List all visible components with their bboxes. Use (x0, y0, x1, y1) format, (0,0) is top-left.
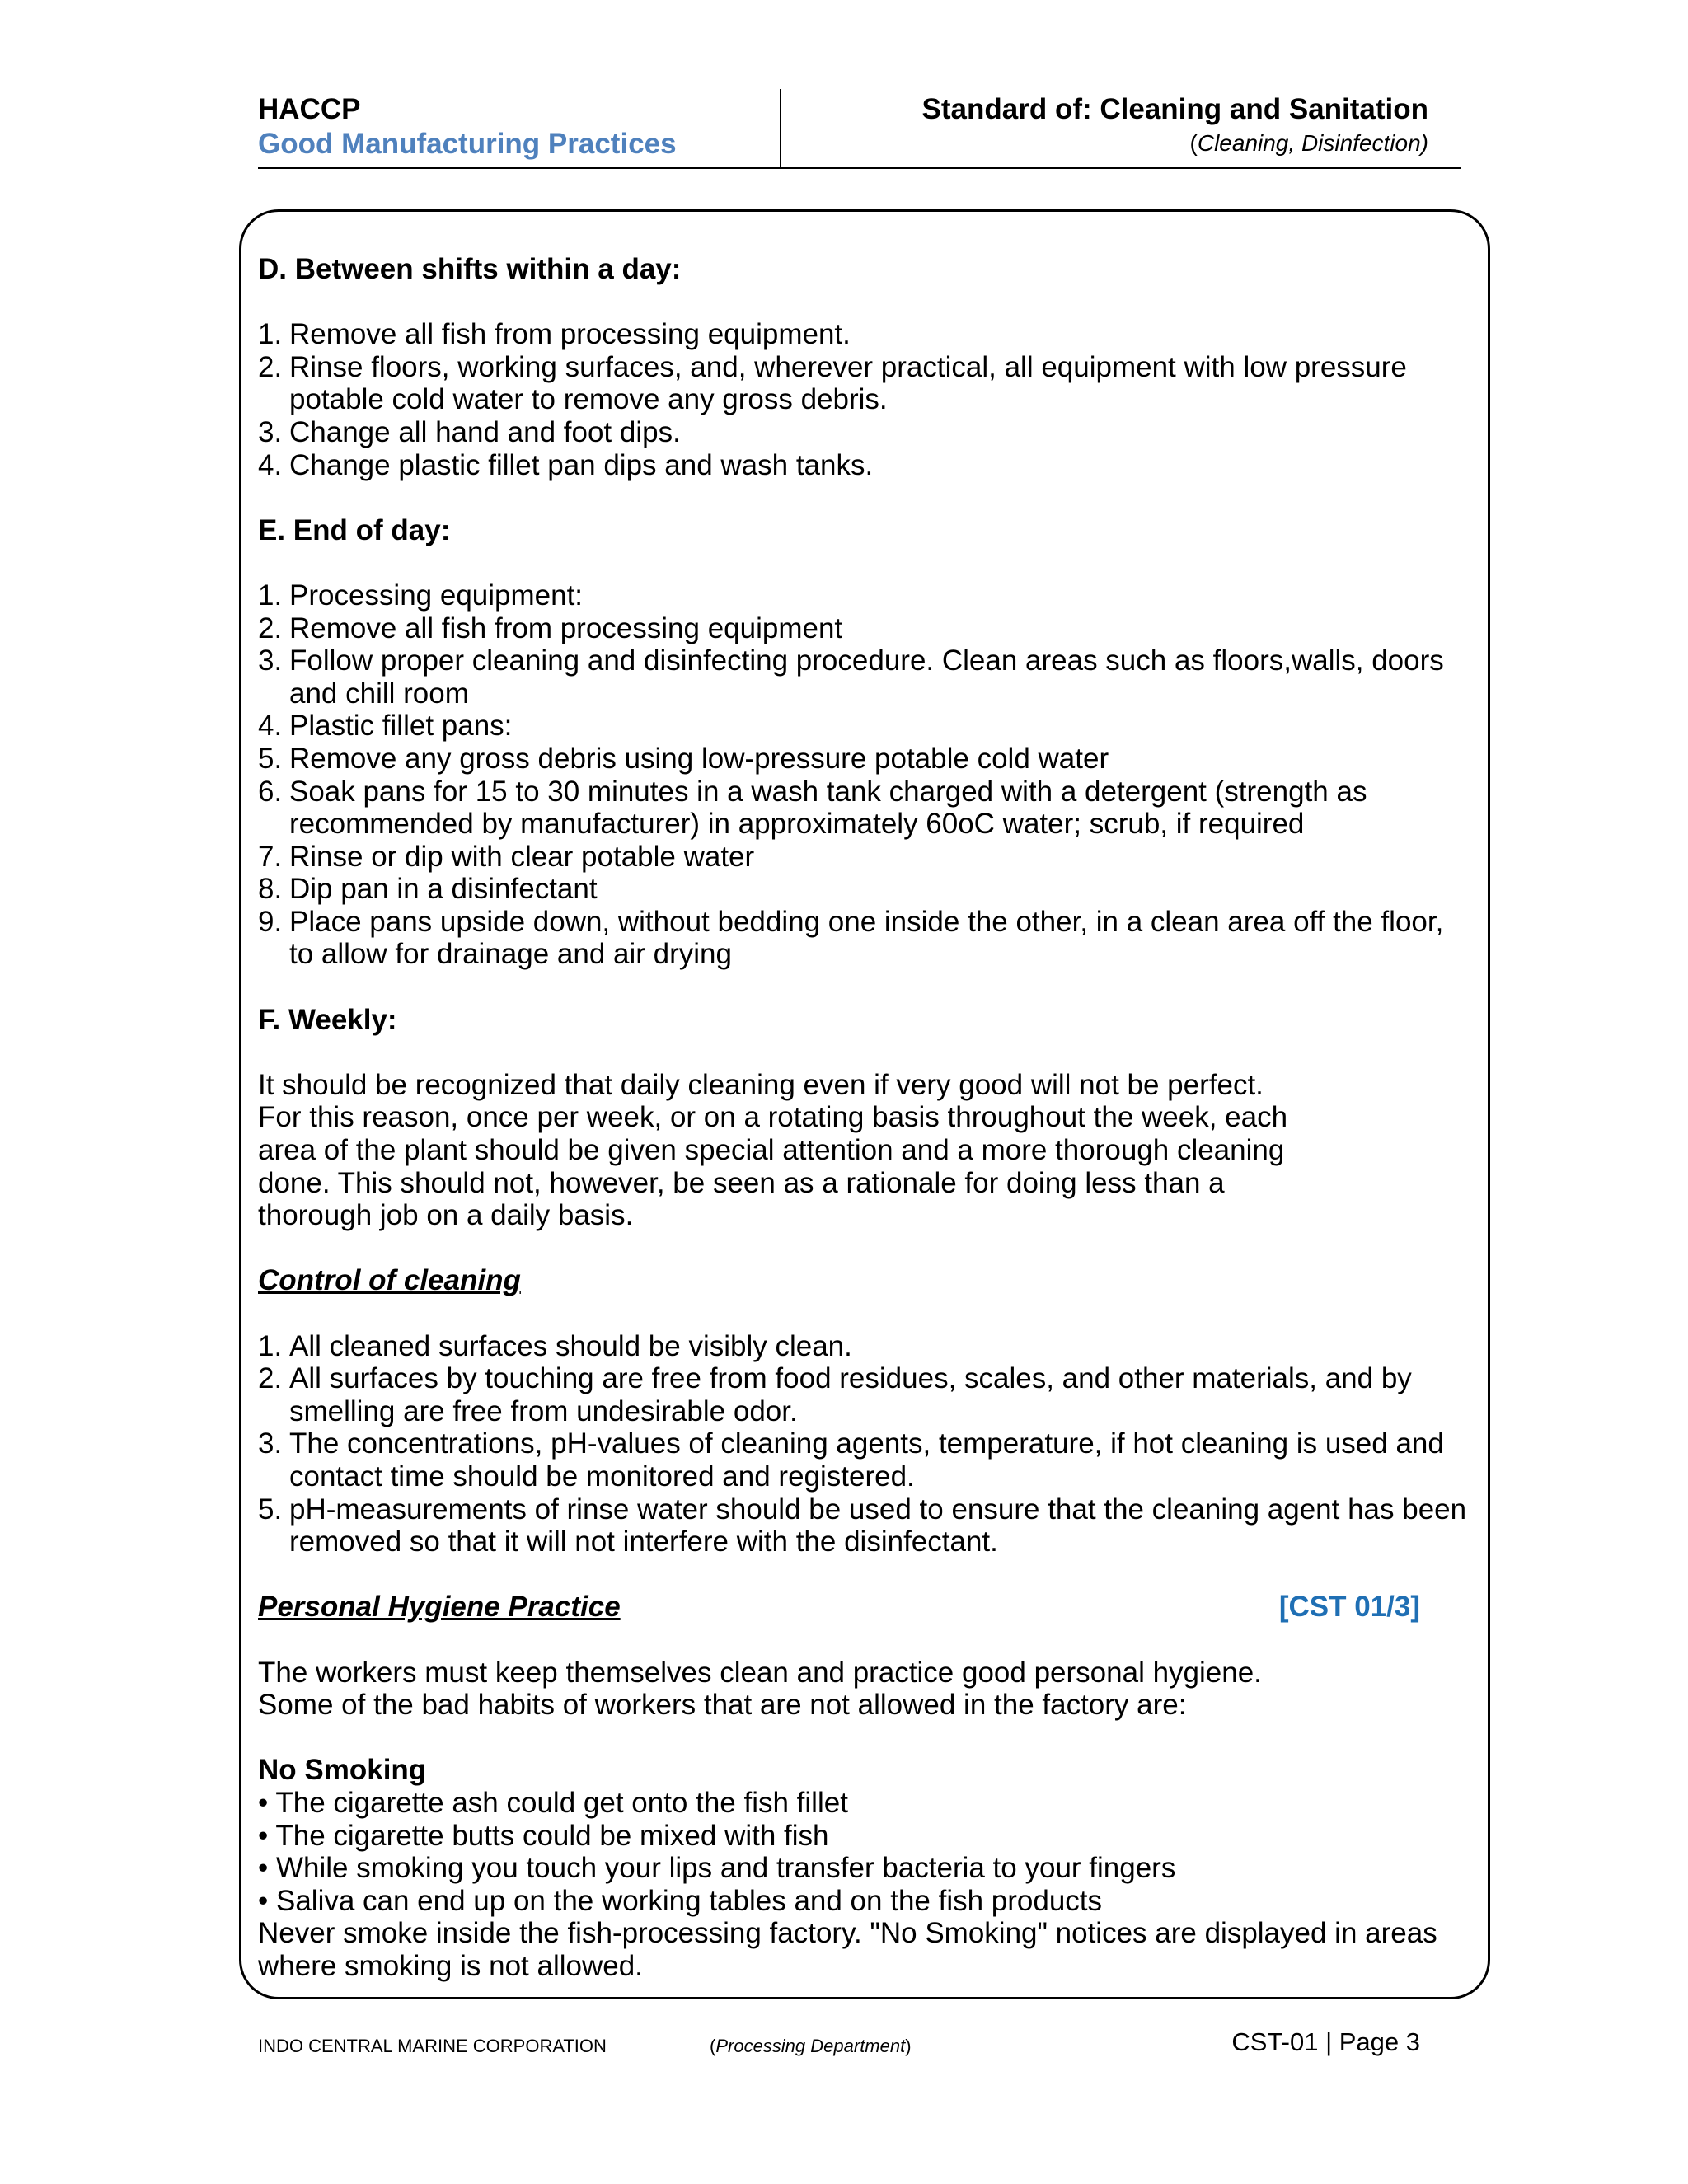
bullet-item: • While smoking you touch your lips and transfer bacteria to your fingers (258, 1852, 1176, 1885)
paragraph-line: For this reason, once per week, or on a rotating basis throughout the week, each (258, 1101, 1288, 1134)
paragraph-line: done. This should not, however, be seen as a rationale for doing less than a (258, 1166, 1225, 1199)
list-item: 2. All surfaces by touching are free from food residues, scales, and other materials, and by smelling are free from undesirable odor. (258, 1362, 1412, 1427)
hygiene-heading-row (258, 1591, 1420, 1624)
list-item: 3. The concentrations, pH-values of cleaning agents, temperature, if hot cleaning is used and contact time should be monitored and registered. (258, 1427, 1444, 1493)
paragraph-line: It should be recognized that daily cleaning even if very good will not be perfect. (258, 1068, 1264, 1101)
header-horizontal-divider (258, 167, 1461, 169)
list-item: 8. Dip pan in a disinfectant (258, 873, 598, 906)
no-smoking-closing: Never smoke inside the fish-processing factory. "No Smoking" notices are displayed in areas where smoking is not allowed. (258, 1917, 1437, 1982)
doc-category-title: HACCP (258, 93, 361, 125)
standard-title: Standard of: Cleaning and Sanitation (921, 93, 1428, 125)
list-item: 1. Processing equipment: (258, 579, 584, 612)
section-e-heading: E. End of day: (258, 513, 451, 546)
control-of-cleaning-heading: Control of cleaning (258, 1264, 521, 1297)
paragraph-line: thorough job on a daily basis. (258, 1199, 634, 1232)
list-item: 1. Remove all fish from processing equipment. (258, 318, 851, 351)
section-f-heading: F. Weekly: (258, 1003, 397, 1036)
footer-department: (Processing Department) (710, 2036, 912, 2056)
header-right (791, 92, 1428, 160)
header-left (258, 92, 777, 162)
list-item: 4. Plastic fillet pans: (258, 710, 513, 743)
list-item: 2. Remove all fish from processing equipment (258, 612, 843, 644)
list-item: 5. pH-measurements of rinse water should be used to ensure that the cleaning agent has been removed so that it will not interfere with the disinfectant. (258, 1493, 1467, 1558)
bullet-item: • Saliva can end up on the working tables and on the fish products (258, 1884, 1103, 1917)
page-content (258, 253, 1470, 1982)
footer-company: INDO CENTRAL MARINE CORPORATION (258, 2036, 607, 2056)
bullet-item: • The cigarette butts could be mixed with fish (258, 1819, 829, 1852)
section-d-heading: D. Between shifts within a day: (258, 253, 682, 285)
list-item: 1. All cleaned surfaces should be visibly clean. (258, 1329, 852, 1362)
list-item: 3. Change all hand and foot dips. (258, 415, 681, 448)
no-smoking-heading: No Smoking (258, 1754, 427, 1787)
list-item: 4. Change plastic fillet pan dips and wash tanks. (258, 448, 874, 481)
header-vertical-divider (780, 89, 781, 169)
paragraph-line: Some of the bad habits of workers that are not allowed in the factory are: (258, 1689, 1187, 1722)
list-item: 2. Rinse floors, working surfaces, and, wherever practical, all equipment with low pressure potable cold water to remove any gross debris. (258, 350, 1407, 416)
paragraph-line: The workers must keep themselves clean and practice good personal hygiene. (258, 1656, 1262, 1689)
paragraph-line: area of the plant should be given special attention and a more thorough cleaning (258, 1134, 1285, 1167)
standard-scope-text: Cleaning, Disinfection) (1197, 130, 1428, 156)
list-item: 3. Follow proper cleaning and disinfecting procedure. Clean areas such as floors,walls, doors and chill room (258, 644, 1444, 710)
list-item: 5. Remove any gross debris using low-pressure potable cold water (258, 742, 1109, 775)
footer-page-number: CST-01 | Page 3 (1231, 2027, 1420, 2056)
bullet-item: • The cigarette ash could get onto the fish fillet (258, 1786, 848, 1819)
doc-category-subtitle: Good Manufacturing Practices (258, 128, 677, 160)
personal-hygiene-heading: Personal Hygiene Practice (258, 1591, 621, 1624)
list-item: 6. Soak pans for 15 to 30 minutes in a wash tank charged with a detergent (strength as recommended by manufacturer) in approximately 60oC water; scrub, if required (258, 775, 1367, 841)
standard-scope: (Cleaning, Disinfection) (1189, 130, 1428, 156)
list-item: 9. Place pans upside down, without bedding one inside the other, in a clean area off the floor, to allow for drainage and air drying (258, 905, 1444, 971)
page-footer (258, 2027, 1420, 2060)
reference-code: [CST 01/3] (1278, 1591, 1420, 1624)
list-item: 7. Rinse or dip with clear potable water (258, 840, 755, 873)
